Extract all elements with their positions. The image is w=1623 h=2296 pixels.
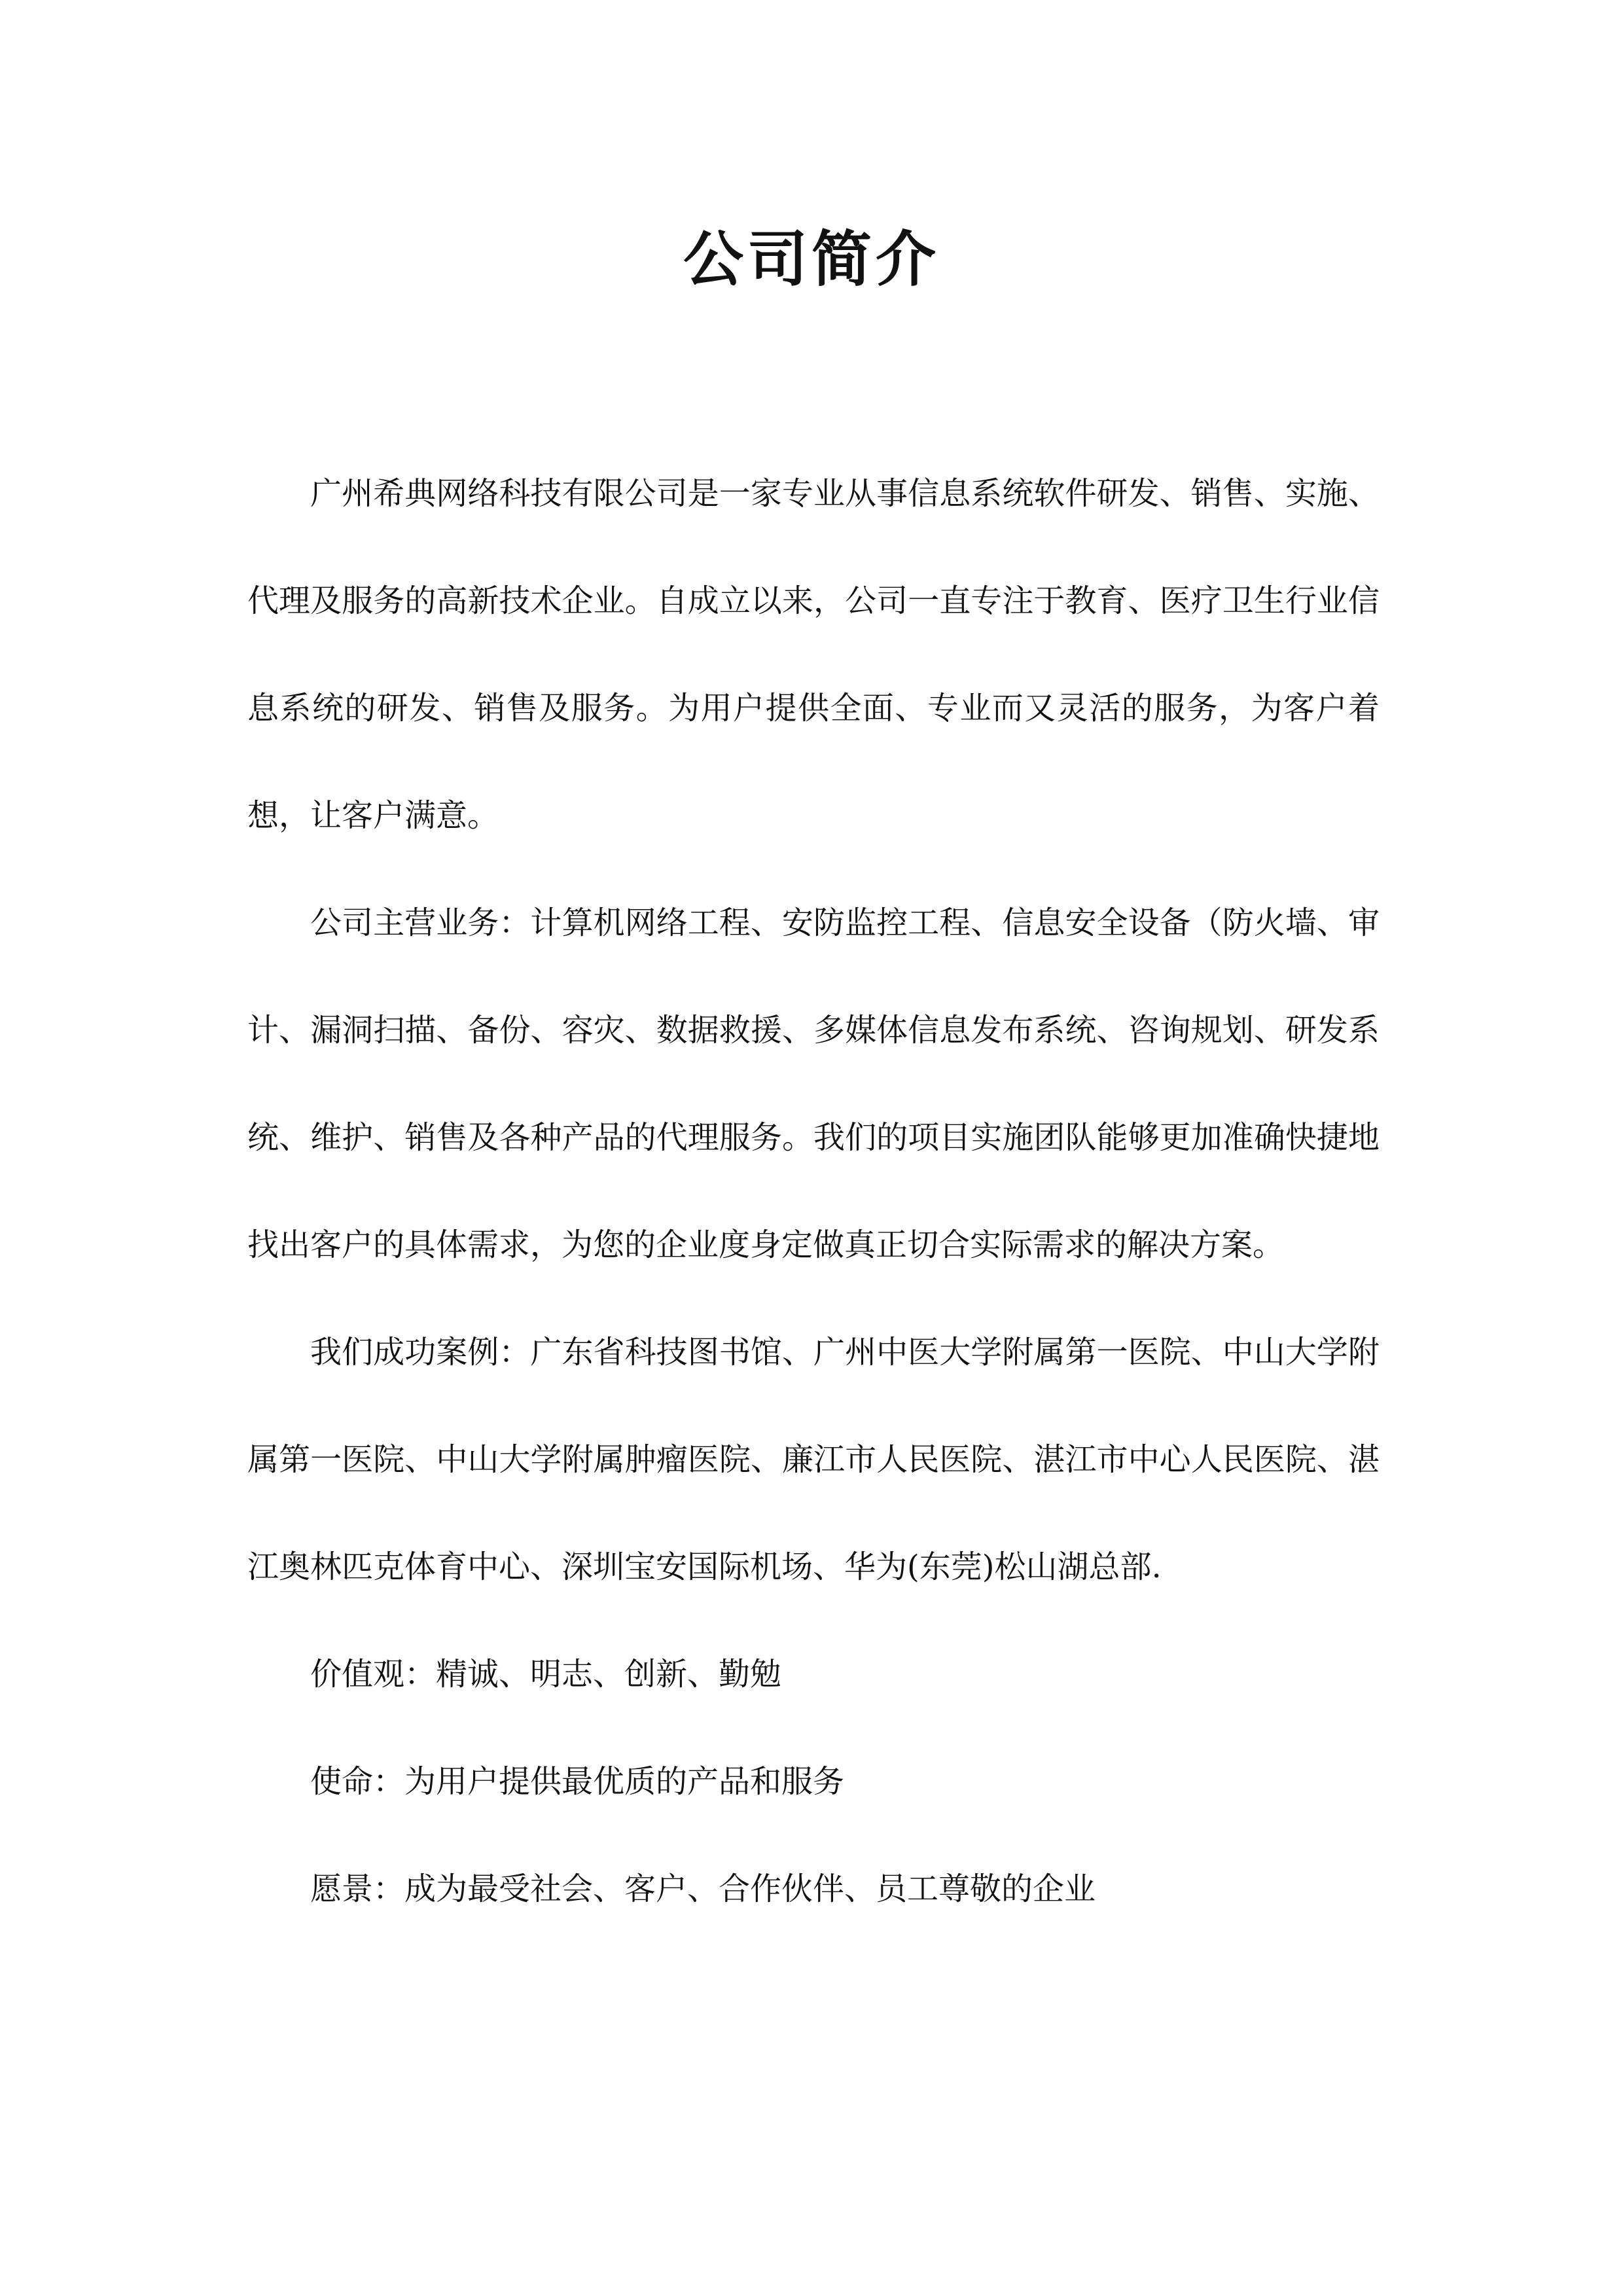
page-title: 公司简介	[683, 224, 940, 295]
business-paragraph: 公司主营业务：计算机网络工程、安防监控工程、信息安全设备（防火墙、审计、漏洞扫描、备份、容灾、数据救援、多媒体信息发布系统、咨询规划、研发系统、维护、销售及各种产品的代理服务。我们的项目实施团队能够更加准确快捷地找出客户的具体需求，为您的企业度身定做真正切合实际需求的解决方案。	[247, 905, 1380, 1263]
values-line: 价值观：精诚、明志、创新、勤勉	[310, 1656, 782, 1693]
mission-line: 使命：为用户提供最优质的产品和服务	[310, 1763, 845, 1800]
cases-paragraph: 我们成功案例：广东省科技图书馆、广州中医大学附属第一医院、中山大学附属第一医院、中山大学附属肿瘤医院、廉江市人民医院、湛江市中心人民医院、湛江奥林匹克体育中心、深圳宝安国际机场、华为(东莞)松山湖总部.	[247, 1334, 1380, 1585]
document-body	[247, 440, 1380, 1943]
intro-paragraph: 广州希典网络科技有限公司是一家专业从事信息系统软件研发、销售、实施、代理及服务的高新技术企业。自成立以来，公司一直专注于教育、医疗卫生行业信息系统的研发、销售及服务。为用户提供全面、专业而又灵活的服务，为客户着想，让客户满意。	[247, 475, 1380, 834]
vision-line: 愿景：成为最受社会、客户、合作伙伴、员工尊敬的企业	[310, 1871, 1096, 1907]
